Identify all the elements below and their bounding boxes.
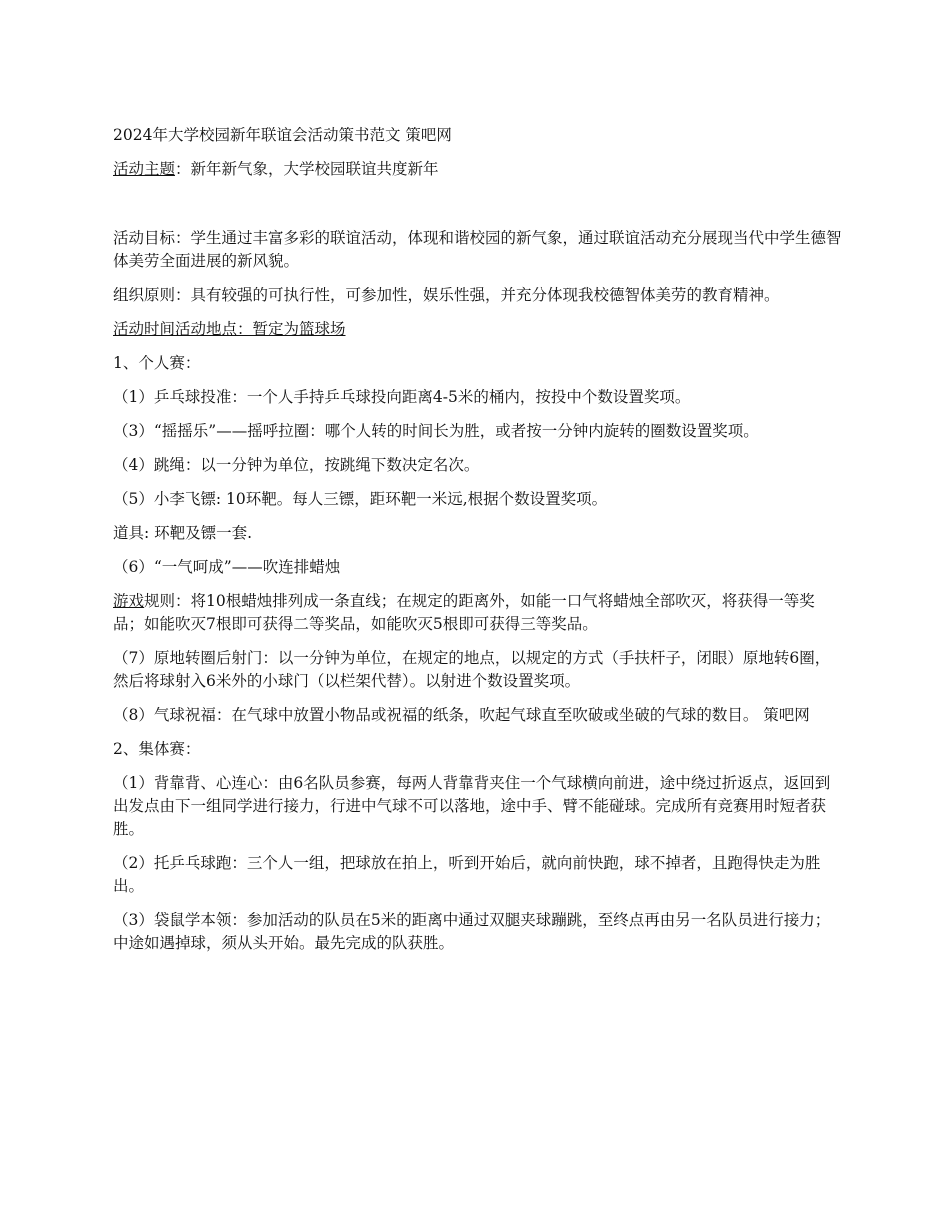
principle-paragraph: 组织原则：具有较强的可执行性，可参加性，娱乐性强，并充分体现我校德智体美劳的教育精神。: [113, 286, 780, 304]
rules-text: 规则：将10根蜡烛排列成一条直线；在规定的距离外，如能一口气将蜡烛全部吹灭，将获得一等奖品；如能吹灭7根即可获得二等奖品，如能吹灭5根即可获得三等奖品。: [113, 592, 815, 633]
list-item-candles: （6）“一气呵成”——吹连排蜡烛: [113, 558, 341, 576]
props-paragraph: 道具: 环靶及镖一套.: [113, 524, 253, 542]
document-body: [113, 124, 843, 966]
list-item-hula-hoop: （3）“摇摇乐”——摇呼拉圈：哪个人转的时间长为胜，或者按一分钟内旋转的圈数设置奖项。: [113, 422, 759, 440]
theme-text: ：新年新气象，大学校园联谊共度新年: [175, 160, 439, 178]
section-heading-team: 2、集体赛：: [113, 740, 201, 758]
list-item-spin-shoot: （7）原地转圈后射门：以一分钟为单位，在规定的地点，以规定的方式（手扶杆子，闭眼）原地转6圈，然后将球射入6米外的小球门（以栏架代替）。以射进个数设置奖项。: [113, 649, 831, 690]
time-place-paragraph: [113, 318, 843, 341]
section-heading-individual: 1、个人赛：: [113, 354, 201, 372]
document-title: 2024年大学校园新年联谊会活动策书范文 策吧网: [113, 126, 452, 144]
list-item-pingpong-toss: （1）乒乓球投准：一个人手持乒乓球投向距离4-5米的桶内，按投中个数设置奖项。: [113, 388, 691, 406]
list-item-kangaroo: （3）袋鼠学本领：参加活动的队员在5米的距离中通过双腿夹球蹦跳，至终点再由另一名队员进行接力；中途如遇掉球，须从头开始。最先完成的队获胜。: [113, 911, 831, 952]
goal-paragraph: 活动目标：学生通过丰富多彩的联谊活动，体现和谐校园的新气象，通过联谊活动充分展现当代中学生德智体美劳全面进展的新风貌。: [113, 229, 842, 270]
theme-paragraph: [113, 158, 843, 181]
rules-label: 游戏: [113, 592, 145, 610]
time-place-text: 活动时间活动地点：暂定为篮球场: [113, 320, 346, 338]
list-item-darts: （5）小李飞镖: 10环靶。每人三镖，距环靶一米远,根据个数设置奖项。: [113, 490, 608, 508]
list-item-back-to-back: （1）背靠背、心连心：由6名队员参赛，每两人背靠背夹住一个气球横向前进，途中绕过折返点，返回到出发点由下一组同学进行接力，行进中气球不可以落地，途中手、臂不能碰球。完成所有竞赛用时短者获胜。: [113, 774, 831, 838]
list-item-pingpong-run: （2）托乒乓球跑：三个人一组，把球放在拍上，听到开始后，就向前快跑，球不掉者，且跑得快走为胜出。: [113, 854, 821, 895]
theme-label: 活动主题: [113, 160, 176, 178]
list-item-jump-rope: （4）跳绳：以一分钟为单位，按跳绳下数决定名次。: [113, 456, 480, 474]
rules-paragraph: [113, 590, 843, 636]
list-item-balloon-blessing: （8）气球祝福：在气球中放置小物品或祝福的纸条，吹起气球直至吹破或坐破的气球的数目。 策吧网: [113, 706, 810, 724]
